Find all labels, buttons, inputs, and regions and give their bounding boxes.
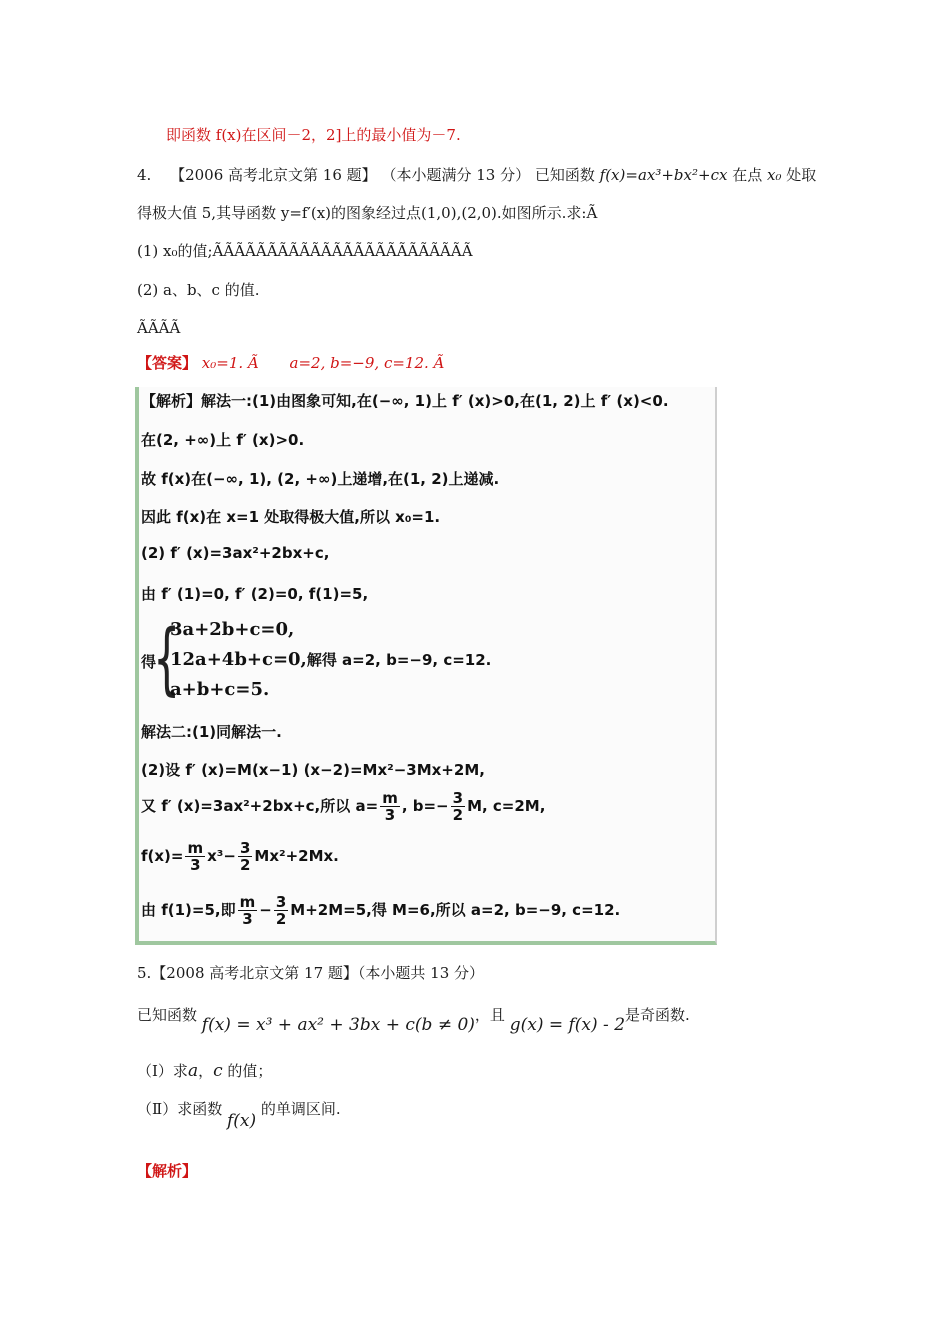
answer-value-1: x₀=1. Ã bbox=[201, 354, 259, 372]
stem-text: 是奇函数. bbox=[625, 1006, 690, 1024]
numerator: 3 bbox=[239, 839, 251, 857]
system-equation-3: a+b+c=5. bbox=[170, 679, 270, 700]
fraction bbox=[185, 840, 205, 873]
question-5-stem bbox=[137, 1004, 690, 1036]
question-4-part2: (2) a、b、c 的值. bbox=[137, 281, 260, 299]
solution-line-with-fractions bbox=[141, 840, 339, 873]
question-5-part1 bbox=[137, 1060, 272, 1082]
solution-line: (2) f′ (x)=3ax²+2bx+c, bbox=[141, 544, 330, 562]
equation-result: 解得 a=2, b=−9, c=12. bbox=[306, 651, 492, 669]
question-points: （本小题满分 13 分） bbox=[381, 166, 531, 184]
text: 由 f(1)=5,即 bbox=[141, 901, 236, 919]
fraction bbox=[238, 840, 252, 873]
stem-text: 已知函数 bbox=[137, 1006, 198, 1024]
text: 的值； bbox=[222, 1062, 273, 1080]
solution-line: 【解析】解法一:(1)由图象可知,在(−∞, 1)上 f′ (x)>0,在(1, 2)上 f′ (x)<0. bbox=[141, 392, 669, 410]
solution-line: 解法二:(1)同解法一. bbox=[141, 723, 282, 741]
text: M, c=2M, bbox=[467, 797, 546, 815]
solution-line: 因此 f(x)在 x=1 处取得极大值,所以 x₀=1. bbox=[141, 508, 441, 526]
question-4-stem-line1 bbox=[137, 164, 816, 186]
text: 的单调区间. bbox=[260, 1100, 341, 1118]
system-equation-2 bbox=[170, 649, 491, 670]
stem-text: 处取 bbox=[786, 166, 817, 184]
question-5-part2 bbox=[137, 1098, 341, 1132]
left-brace: { bbox=[153, 614, 181, 704]
previous-conclusion: 即函数 f(x)在区间－2，2]上的最小值为－7. bbox=[166, 126, 461, 144]
text: M+2M=5,得 M=6,所以 a=2, b=−9, c=12. bbox=[290, 901, 621, 919]
question-4-stem-line2: 得极大值 5,其导函数 y=f′(x)的图象经过点(1,0),(2,0).如图所示.求:Ã bbox=[137, 204, 598, 222]
text: , b=− bbox=[401, 797, 449, 815]
variable-c: c bbox=[213, 1061, 223, 1081]
x0-symbol: x₀ bbox=[767, 166, 782, 184]
solution-line-with-fractions bbox=[141, 894, 620, 927]
function-f-expression: f(x) = x³ + ax² + 3bx + c(b ≠ 0) bbox=[201, 1015, 475, 1035]
variable-a: a bbox=[187, 1061, 199, 1081]
solution-image bbox=[135, 387, 717, 945]
function-g-expression: g(x) = f(x) - 2 bbox=[509, 1015, 626, 1035]
text: （Ⅱ）求函数 bbox=[137, 1100, 223, 1118]
equation-text: 12a+4b+c=0, bbox=[170, 649, 307, 670]
question-5-header: 5.【2008 高考北京文第 17 题】（本小题共 13 分） bbox=[137, 964, 485, 982]
numerator: 3 bbox=[452, 789, 464, 807]
stem-text: 已知函数 bbox=[534, 166, 595, 184]
question-4-part1: (1) x₀的值;ÃÃÃÃÃÃÃÃÃÃÃÃÃÃÃÃÃÃÃÃÃÃÃÃ bbox=[137, 242, 473, 260]
solution-line: (2)设 f′ (x)=M(x−1) (x−2)=Mx²−3Mx+2M, bbox=[141, 761, 485, 779]
numerator: m bbox=[382, 789, 398, 807]
solution-line-with-fractions bbox=[141, 790, 545, 823]
text: f(x)= bbox=[141, 847, 184, 865]
fraction bbox=[274, 894, 288, 927]
numerator: 3 bbox=[275, 893, 287, 911]
question-source: 【2006 高考北京文第 16 题】 bbox=[170, 166, 377, 184]
function-f: f(x) bbox=[226, 1111, 257, 1131]
denominator: 2 bbox=[275, 910, 287, 928]
answer-value-2: a=2, b=−9, c=12. Ã bbox=[289, 354, 445, 372]
solution-line: 在(2, +∞)上 f′ (x)>0. bbox=[141, 431, 305, 449]
text: Mx²+2Mx. bbox=[254, 847, 339, 865]
function-expression: f(x)=ax³+bx²+cx bbox=[599, 166, 728, 184]
text: ， bbox=[198, 1062, 214, 1080]
stem-text: ，且 bbox=[474, 1006, 505, 1024]
denominator: 3 bbox=[242, 910, 253, 928]
question-number: 4. bbox=[137, 166, 152, 184]
garbled-text: ÃÃÃÃ bbox=[137, 319, 181, 337]
system-equation-1: 3a+2b+c=0, bbox=[170, 619, 295, 640]
solution-line: 由 f′ (1)=0, f′ (2)=0, f(1)=5, bbox=[141, 585, 369, 603]
text: （Ⅰ）求 bbox=[137, 1062, 188, 1080]
fraction bbox=[380, 790, 400, 823]
denominator: 3 bbox=[190, 856, 201, 874]
text: − bbox=[259, 901, 272, 919]
numerator: m bbox=[187, 839, 204, 857]
fraction bbox=[238, 894, 258, 927]
stem-text: 在点 bbox=[732, 166, 763, 184]
denominator: 2 bbox=[239, 856, 251, 874]
analysis-tag: 【解析】 bbox=[137, 1162, 198, 1180]
answer-line bbox=[137, 352, 444, 374]
text: x³− bbox=[207, 847, 236, 865]
text: 又 f′ (x)=3ax²+2bx+c,所以 a= bbox=[141, 797, 379, 815]
denominator: 3 bbox=[384, 806, 396, 824]
denominator: 2 bbox=[452, 806, 464, 824]
numerator: m bbox=[239, 893, 256, 911]
fraction bbox=[451, 790, 465, 823]
solution-line: 故 f(x)在(−∞, 1), (2, +∞)上递增,在(1, 2)上递减. bbox=[141, 470, 500, 488]
system-prefix: 得 bbox=[141, 653, 157, 671]
answer-tag: 【答案】 bbox=[137, 354, 198, 372]
